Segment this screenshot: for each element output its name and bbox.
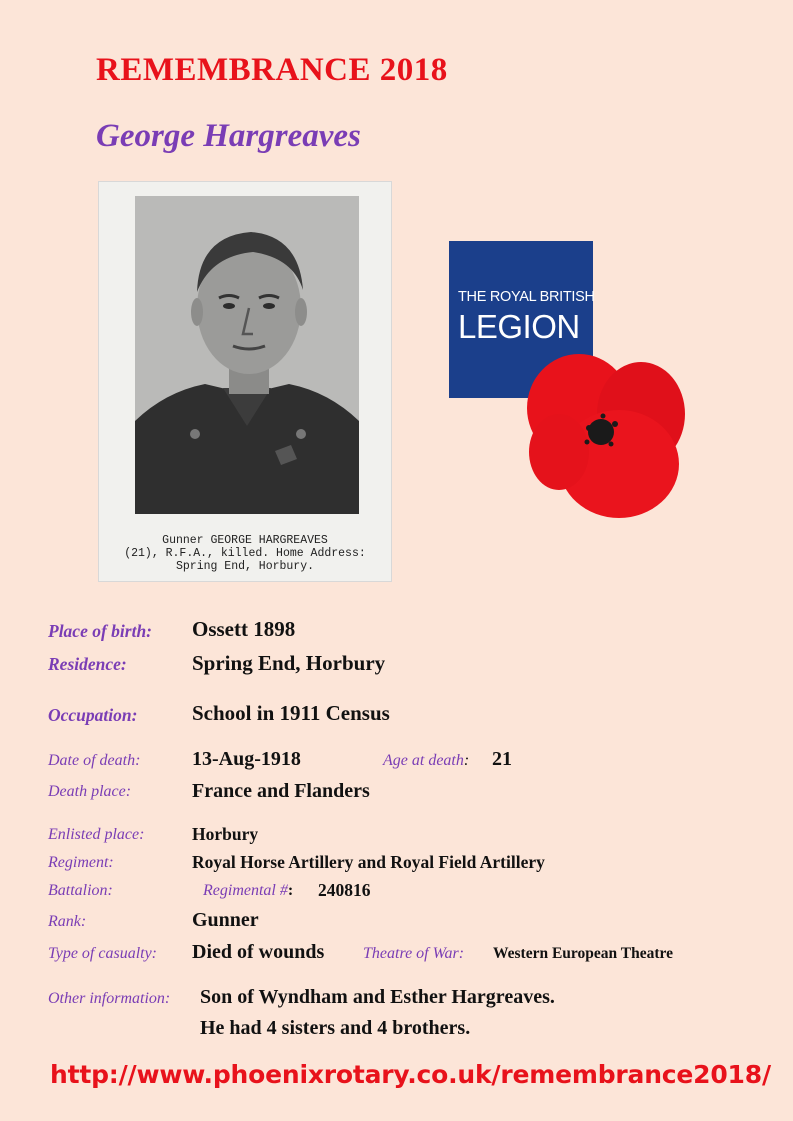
regimental-number-value: 240816 (318, 880, 371, 900)
place-of-birth-label: Place of birth: (48, 621, 153, 641)
soldier-portrait-illustration (135, 196, 359, 514)
portrait-image (135, 196, 359, 514)
enlisted-place-label: Enlisted place: (48, 826, 145, 843)
age-at-death-value: 21 (492, 748, 512, 770)
poppy-icon (523, 348, 685, 520)
portrait-photo (98, 181, 392, 582)
theatre-of-war-label: Theatre of War: (363, 945, 465, 962)
caption-line: Gunner GEORGE HARGREAVES (162, 534, 328, 547)
type-of-casualty-label: Type of casualty: (48, 945, 158, 962)
page-title: REMEMBRANCE 2018 (96, 52, 448, 88)
website-link[interactable]: http://www.phoenixrotary.co.uk/remembrance2018/ (50, 1060, 771, 1089)
type-of-casualty-value: Died of wounds (192, 941, 325, 963)
regimental-number-label: Regimental #: (203, 882, 294, 899)
rank-label: Rank: (48, 913, 87, 930)
date-of-death-label: Date of death: (48, 752, 141, 769)
other-information-line1: Son of Wyndham and Esther Hargreaves. (200, 986, 555, 1008)
caption-line: Spring End, Horbury. (175, 560, 315, 573)
date-of-death-value: 13-Aug-1918 (192, 748, 301, 770)
caption-line: (21), R.F.A., killed. Home Address: (124, 547, 366, 560)
other-information-label: Other information: (48, 990, 171, 1007)
rank-value: Gunner (192, 909, 259, 931)
death-place-label: Death place: (48, 783, 132, 800)
portrait-caption (99, 534, 391, 573)
enlisted-place-value: Horbury (192, 824, 259, 844)
regiment-label: Regiment: (48, 854, 114, 871)
logo-line2: LEGION (458, 308, 580, 345)
age-at-death-label: Age at death: (383, 752, 470, 769)
residence-label: Residence: (48, 654, 127, 674)
occupation-value: School in 1911 Census (192, 701, 390, 725)
residence-value: Spring End, Horbury (192, 651, 386, 675)
theatre-of-war-value: Western European Theatre (493, 945, 673, 962)
death-place-value: France and Flanders (192, 780, 370, 802)
battalion-label: Battalion: (48, 882, 113, 899)
occupation-label: Occupation: (48, 705, 138, 725)
place-of-birth-value: Ossett 1898 (192, 617, 296, 641)
regiment-value: Royal Horse Artillery and Royal Field Artillery (192, 852, 545, 872)
soldier-name: George Hargreaves (96, 118, 361, 154)
other-information-line2: He had 4 sisters and 4 brothers. (200, 1017, 471, 1039)
logo-line1: THE ROYAL BRITISH (458, 289, 595, 305)
